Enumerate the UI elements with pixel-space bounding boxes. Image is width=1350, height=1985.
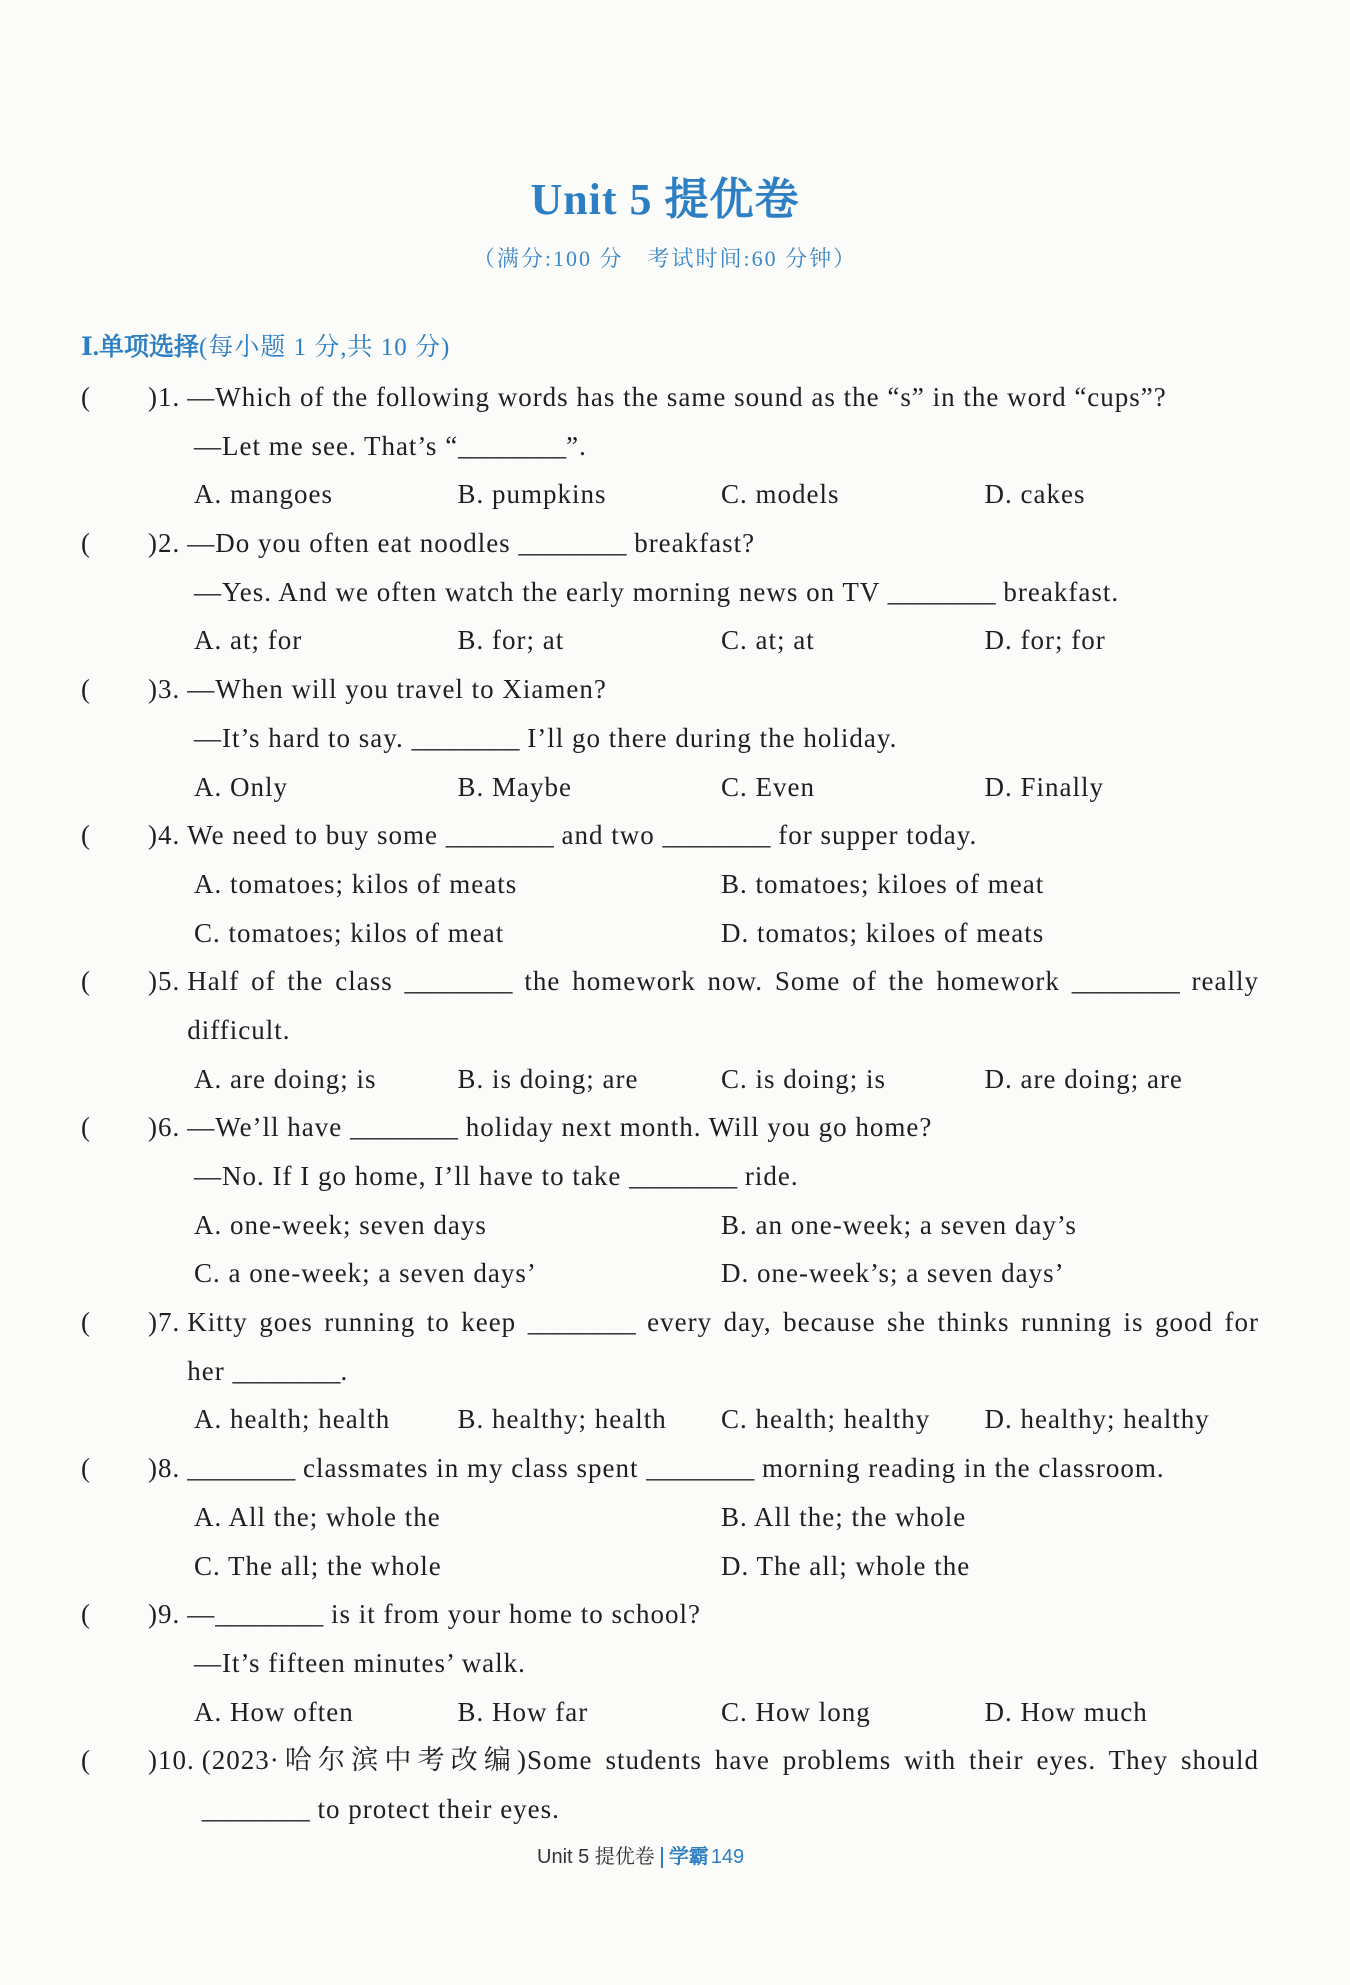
stem-text: morning reading in the classroom. bbox=[754, 1453, 1165, 1484]
stem-text: difficult. bbox=[187, 1014, 291, 1045]
page-footer bbox=[537, 1843, 744, 1871]
option-b: B. an one-week; a seven day’s bbox=[721, 1209, 1077, 1240]
stem-text: —No. If I go home, I’ll have to take bbox=[194, 1161, 630, 1191]
option-a: A. at; for bbox=[194, 625, 303, 656]
stem-text: —It’s fifteen minutes’ walk. bbox=[194, 1647, 526, 1678]
section-name: 单项选择 bbox=[98, 334, 199, 361]
option-row bbox=[194, 1249, 1259, 1298]
question-number: )1. bbox=[148, 382, 181, 412]
answer-paren: ( bbox=[81, 1745, 90, 1776]
option-a: A. health; health bbox=[194, 1404, 391, 1435]
answer-paren: ( bbox=[81, 1307, 90, 1338]
answer-blank: ________ bbox=[646, 1453, 755, 1484]
question-number: )3. bbox=[148, 674, 181, 705]
option-row bbox=[194, 1201, 1259, 1250]
question-head bbox=[0, 1590, 1259, 1639]
question-number: )5. bbox=[148, 966, 181, 997]
option-d: D. How much bbox=[984, 1696, 1148, 1727]
stem-text: the homework now. Some of the homework bbox=[512, 966, 1072, 997]
stem-text: —Yes. And we often watch the early morning news on TV bbox=[194, 576, 888, 607]
stem-line bbox=[194, 1152, 1259, 1201]
answer-paren: ( bbox=[81, 382, 90, 412]
footer-brand: 学霸 bbox=[668, 1846, 709, 1868]
stem-text: —Let me see. That’s “ bbox=[194, 430, 459, 461]
stem-line bbox=[187, 1006, 1259, 1055]
stem-paragraph bbox=[194, 568, 1259, 617]
option-row bbox=[194, 616, 1259, 665]
stem-text: classmates in my class spent bbox=[295, 1453, 647, 1484]
stem-line bbox=[187, 811, 1259, 860]
stem-text: is it from your home to school? bbox=[323, 1599, 701, 1630]
question-number: )4. bbox=[148, 820, 181, 851]
question-5 bbox=[0, 957, 1259, 1103]
stem-paragraph bbox=[187, 519, 1259, 568]
option-c: C. models bbox=[721, 479, 840, 510]
option-b: B. is doing; are bbox=[457, 1063, 639, 1094]
answer-paren: ( bbox=[81, 1112, 90, 1143]
question-10 bbox=[0, 1736, 1259, 1833]
option-a: A. are doing; is bbox=[194, 1063, 377, 1094]
stem-text: I’ll go there during the holiday. bbox=[519, 722, 898, 753]
stem-text: —It’s hard to say. bbox=[194, 722, 412, 753]
option-b: B. How far bbox=[457, 1696, 589, 1727]
answer-paren: ( bbox=[81, 820, 90, 851]
question-8 bbox=[0, 1444, 1259, 1590]
option-d: D. are doing; are bbox=[984, 1063, 1183, 1094]
question-head bbox=[0, 957, 1259, 1054]
question-2 bbox=[0, 519, 1259, 665]
answer-blank: ________ bbox=[629, 1161, 738, 1191]
stem-text: breakfast? bbox=[626, 528, 756, 559]
stem-paragraph bbox=[187, 811, 1259, 860]
answer-blank: ________ bbox=[445, 820, 554, 851]
stem-text: — bbox=[187, 1599, 216, 1630]
option-d: D. tomatos; kiloes of meats bbox=[721, 917, 1045, 948]
option-a: A. one-week; seven days bbox=[194, 1209, 487, 1240]
stem-paragraph bbox=[187, 373, 1259, 422]
option-d: D. healthy; healthy bbox=[984, 1404, 1210, 1435]
answer-paren: ( bbox=[81, 528, 90, 559]
stem-text: ”. bbox=[566, 430, 587, 461]
option-row bbox=[194, 1542, 1259, 1591]
answer-blank: ________ bbox=[518, 528, 627, 559]
stem-line bbox=[187, 1103, 1259, 1152]
option-row bbox=[194, 1055, 1259, 1104]
question-head bbox=[0, 1736, 1259, 1833]
option-c: C. health; healthy bbox=[721, 1404, 931, 1435]
stem-line bbox=[194, 1639, 1259, 1688]
stem-paragraph bbox=[187, 957, 1259, 1054]
stem-line bbox=[202, 1785, 1259, 1834]
option-b: B. pumpkins bbox=[457, 479, 607, 510]
stem-text: and two bbox=[553, 820, 663, 851]
question-head bbox=[0, 1298, 1259, 1395]
stem-text: —We’ll have bbox=[187, 1112, 351, 1143]
answer-blank: ________ bbox=[411, 722, 520, 753]
question-head bbox=[0, 1103, 1259, 1152]
exam-info: （满分:100 分 考试时间:60 分钟） bbox=[472, 246, 858, 271]
answer-blank: ________ bbox=[187, 1453, 296, 1484]
section-note: (每小题 1 分,共 10 分) bbox=[198, 334, 451, 361]
page-title: Unit 5 提优卷 bbox=[530, 175, 800, 224]
question-list bbox=[0, 373, 1259, 1834]
question-head bbox=[0, 519, 1259, 568]
stem-paragraph bbox=[187, 665, 1259, 714]
option-c: C. a one-week; a seven days’ bbox=[194, 1258, 537, 1289]
question-number: )6. bbox=[148, 1112, 181, 1143]
question-1 bbox=[0, 373, 1259, 519]
answer-blank: ________ bbox=[232, 1355, 341, 1386]
answer-blank: ________ bbox=[527, 1307, 636, 1338]
option-d: D. cakes bbox=[984, 479, 1086, 510]
section-heading bbox=[81, 332, 450, 364]
option-row bbox=[194, 860, 1259, 909]
stem-text: holiday next month. Will you go home? bbox=[458, 1112, 933, 1143]
answer-blank: ________ bbox=[201, 1793, 310, 1824]
stem-text: —Do you often eat noodles bbox=[187, 528, 519, 559]
option-b: B. All the; the whole bbox=[721, 1501, 967, 1532]
stem-text: . bbox=[340, 1355, 349, 1386]
answer-blank: ________ bbox=[458, 430, 567, 461]
stem-line bbox=[187, 1298, 1259, 1347]
option-c: C. Even bbox=[721, 771, 815, 802]
answer-blank: ________ bbox=[350, 1112, 459, 1143]
stem-line bbox=[194, 568, 1259, 617]
stem-text: —When will you travel to Xiamen? bbox=[187, 674, 607, 705]
option-d: D. for; for bbox=[984, 625, 1106, 656]
option-b: B. for; at bbox=[457, 625, 565, 656]
stem-line bbox=[187, 1444, 1259, 1493]
stem-text: her bbox=[187, 1355, 233, 1386]
option-d: D. one-week’s; a seven days’ bbox=[721, 1258, 1065, 1289]
option-c: C. How long bbox=[721, 1696, 871, 1727]
stem-text: —Which of the following words has the same sound as the “s” in the word “cups”? bbox=[187, 382, 1167, 412]
stem-paragraph bbox=[187, 1298, 1259, 1395]
stem-paragraph bbox=[187, 1444, 1259, 1493]
option-d: D. Finally bbox=[984, 771, 1105, 802]
option-row bbox=[194, 1395, 1259, 1444]
option-b: B. tomatoes; kiloes of meat bbox=[721, 868, 1045, 899]
question-3 bbox=[0, 665, 1259, 811]
question-number: )7. bbox=[148, 1307, 181, 1338]
question-number: )8. bbox=[148, 1453, 181, 1484]
stem-paragraph bbox=[187, 1103, 1259, 1152]
question-number: )10. bbox=[148, 1745, 195, 1776]
section-numeral: Ⅰ. bbox=[81, 334, 99, 361]
question-head bbox=[0, 373, 1259, 422]
stem-line bbox=[194, 714, 1259, 763]
answer-paren: ( bbox=[81, 966, 90, 997]
stem-text: really bbox=[1179, 966, 1259, 997]
stem-line bbox=[187, 1347, 1259, 1396]
answer-blank: ________ bbox=[1071, 966, 1180, 997]
stem-paragraph bbox=[202, 1736, 1259, 1833]
question-number: )9. bbox=[148, 1599, 181, 1630]
option-a: A. tomatoes; kilos of meats bbox=[194, 868, 518, 899]
answer-blank: ________ bbox=[887, 576, 996, 607]
option-d: D. The all; whole the bbox=[721, 1550, 971, 1581]
option-a: A. mangoes bbox=[194, 479, 333, 510]
option-row bbox=[194, 909, 1259, 958]
option-c: C. is doing; is bbox=[721, 1063, 887, 1094]
stem-text: We need to buy some bbox=[187, 820, 446, 851]
stem-line bbox=[187, 1590, 1259, 1639]
option-b: B. Maybe bbox=[457, 771, 572, 802]
stem-text: for supper today. bbox=[770, 820, 978, 851]
answer-blank: ________ bbox=[662, 820, 771, 851]
footer-label: Unit 5 提优卷 bbox=[537, 1846, 655, 1868]
answer-paren: ( bbox=[81, 1599, 90, 1630]
option-row bbox=[194, 470, 1259, 519]
stem-line bbox=[187, 665, 1259, 714]
option-a: A. All the; whole the bbox=[194, 1501, 441, 1532]
option-row bbox=[194, 763, 1259, 812]
stem-paragraph bbox=[194, 1152, 1259, 1201]
question-head bbox=[0, 665, 1259, 714]
option-row bbox=[194, 1493, 1259, 1542]
stem-paragraph bbox=[194, 1639, 1259, 1688]
stem-paragraph bbox=[187, 1590, 1259, 1639]
stem-text: ride. bbox=[737, 1161, 799, 1191]
question-4 bbox=[0, 811, 1259, 957]
option-b: B. healthy; health bbox=[457, 1404, 667, 1435]
answer-paren: ( bbox=[81, 1453, 90, 1484]
option-c: C. tomatoes; kilos of meat bbox=[194, 917, 505, 948]
question-7 bbox=[0, 1298, 1259, 1444]
question-head bbox=[0, 811, 1259, 860]
option-row bbox=[194, 1688, 1259, 1737]
question-number: )2. bbox=[148, 528, 181, 559]
question-head bbox=[0, 1444, 1259, 1493]
stem-text: Kitty goes running to keep bbox=[187, 1307, 528, 1338]
stem-line bbox=[194, 422, 1259, 471]
answer-blank: ________ bbox=[404, 966, 513, 997]
stem-text: breakfast. bbox=[995, 576, 1120, 607]
footer-divider bbox=[661, 1847, 663, 1868]
stem-line bbox=[187, 957, 1259, 1006]
answer-paren: ( bbox=[81, 674, 90, 705]
stem-paragraph bbox=[194, 422, 1259, 471]
stem-line bbox=[187, 373, 1259, 422]
stem-text: to protect their eyes. bbox=[309, 1793, 560, 1824]
option-c: C. at; at bbox=[721, 625, 815, 656]
option-a: A. Only bbox=[194, 771, 288, 802]
answer-blank: ________ bbox=[215, 1599, 324, 1630]
stem-text: every day, because she thinks running is good for bbox=[635, 1307, 1259, 1338]
stem-text: Half of the class bbox=[187, 966, 405, 997]
stem-text: (2023·哈尔滨中考改编)Some students have problems with their eyes. They should bbox=[201, 1745, 1259, 1776]
page-number: 149 bbox=[710, 1846, 745, 1868]
option-a: A. How often bbox=[194, 1696, 354, 1727]
stem-line bbox=[187, 519, 1259, 568]
stem-paragraph bbox=[194, 714, 1259, 763]
question-9 bbox=[0, 1590, 1259, 1736]
question-6 bbox=[0, 1103, 1259, 1298]
option-c: C. The all; the whole bbox=[194, 1550, 442, 1581]
stem-line bbox=[202, 1736, 1259, 1785]
